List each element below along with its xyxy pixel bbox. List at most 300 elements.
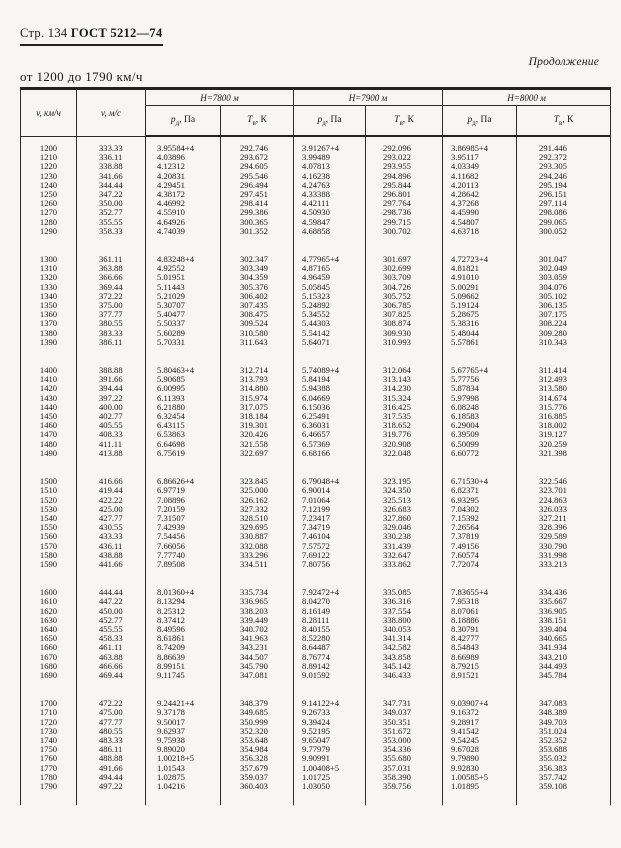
table-row	[21, 505, 611, 514]
cell-p-7800: 7.77740	[146, 551, 221, 560]
cell-p-7800: 4.03896	[146, 153, 221, 162]
cell-p-7800: 9.89020	[146, 745, 221, 754]
cell-p-8000: 5.00291	[443, 283, 517, 292]
spacer-cell	[443, 569, 517, 588]
table-row	[21, 560, 611, 569]
cell-t-8000: 355.032	[517, 754, 611, 763]
cell-v-ms: 358.33	[77, 227, 146, 236]
cell-t-8000: 295.194	[517, 181, 611, 190]
cell-t-7900: 359.756	[366, 782, 443, 791]
cell-v-kmh: 1610	[21, 597, 77, 606]
cell-v-kmh: 1660	[21, 643, 77, 652]
cell-v-kmh: 1490	[21, 449, 77, 458]
cell-p-7900: 8.64487	[294, 643, 366, 652]
cell-p-7900: 4.42111	[294, 199, 366, 208]
cell-p-8000: 4.03349	[443, 162, 517, 171]
cell-t-7900: 304.726	[366, 283, 443, 292]
cell-p-7800: 5.50337	[146, 319, 221, 328]
cell-p-7900: 9.39424	[294, 718, 366, 727]
table-row	[21, 310, 611, 319]
cell-p-7900: 9.26733	[294, 708, 366, 717]
cell-t-7800: 338.203	[221, 607, 294, 616]
cell-t-7900: 336.316	[366, 597, 443, 606]
col-header-t-8000: $T_в$, К	[517, 106, 611, 137]
cell-p-7900: 8.04270	[294, 597, 366, 606]
cell-t-8000: 357.742	[517, 773, 611, 782]
cell-v-ms: 333.33	[77, 144, 146, 153]
table-row	[21, 153, 611, 162]
cell-v-ms: 386.11	[77, 338, 146, 347]
cell-v-ms: 363.88	[77, 264, 146, 273]
cell-p-8000: 9.16372	[443, 708, 517, 717]
speed-range-label: от 1200 до 1790 км/ч	[20, 69, 143, 84]
cell-v-ms: 483.33	[77, 736, 146, 745]
cell-p-7800: 8.99151	[146, 662, 221, 671]
cell-p-7900: 7.57572	[294, 542, 366, 551]
cell-t-7900: 329.046	[366, 523, 443, 532]
cell-t-7800: 336.965	[221, 597, 294, 606]
cell-p-7900: 7.46104	[294, 532, 366, 541]
cell-p-7800: 8.13294	[146, 597, 221, 606]
cell-t-7800: 325.000	[221, 486, 294, 495]
cell-t-7900: 296.801	[366, 190, 443, 199]
cell-p-8000: 4.20113	[443, 181, 517, 190]
cell-t-7900: 330.238	[366, 532, 443, 541]
spacer-cell	[443, 458, 517, 477]
cell-t-7800: 347.081	[221, 671, 294, 680]
cell-p-8000: 6.60772	[443, 449, 517, 458]
cell-t-7900: 318.652	[366, 421, 443, 430]
spacer-row	[21, 458, 611, 477]
cell-t-7900: 298.736	[366, 208, 443, 217]
cell-v-kmh: 1680	[21, 662, 77, 671]
cell-t-7800: 311.643	[221, 338, 294, 347]
cell-p-8000: 7.26564	[443, 523, 517, 532]
cell-v-ms: 444.44	[77, 588, 146, 597]
cell-v-ms: 341.66	[77, 172, 146, 181]
cell-p-7900: 9.90991	[294, 754, 366, 763]
cell-p-7900: 6.25491	[294, 412, 366, 421]
spacer-cell	[221, 136, 294, 144]
cell-t-7800: 310.580	[221, 329, 294, 338]
cell-p-7800: 9.11745	[146, 671, 221, 680]
cell-p-7900: 5.84194	[294, 375, 366, 384]
cell-p-7900: 8.89142	[294, 662, 366, 671]
cell-v-ms: 425.00	[77, 505, 146, 514]
cell-t-8000: 339.404	[517, 625, 611, 634]
cell-t-7800: 354.984	[221, 745, 294, 754]
cell-v-ms: 480.55	[77, 727, 146, 736]
cell-t-8000: 348.389	[517, 708, 611, 717]
cell-v-kmh: 1380	[21, 329, 77, 338]
table-row	[21, 199, 611, 208]
cell-t-7900: 322.048	[366, 449, 443, 458]
table-row	[21, 477, 611, 486]
cell-p-7800: 1.02875	[146, 773, 221, 782]
spacer-cell	[294, 458, 366, 477]
cell-p-7900: 8.52280	[294, 634, 366, 643]
cell-t-7900: 353.000	[366, 736, 443, 745]
table-row	[21, 273, 611, 282]
table-row	[21, 718, 611, 727]
pressure-temperature-table	[20, 87, 611, 805]
group-header-h7800: H=7800 м	[146, 89, 294, 106]
cell-p-7900: 9.77979	[294, 745, 366, 754]
cell-p-7900: 3.99489	[294, 153, 366, 162]
cell-v-ms: 419.44	[77, 486, 146, 495]
cell-p-8000: 1.01895	[443, 782, 517, 791]
table-row	[21, 634, 611, 643]
spacer-cell	[77, 136, 146, 144]
cell-t-7800: 300.365	[221, 218, 294, 227]
cell-v-kmh: 1310	[21, 264, 77, 273]
cell-v-kmh: 1790	[21, 782, 77, 791]
cell-t-7800: 357.679	[221, 764, 294, 773]
cell-p-7900: 1.01725	[294, 773, 366, 782]
cell-v-kmh: 1780	[21, 773, 77, 782]
cell-t-7800: 314.880	[221, 384, 294, 393]
cell-t-7800: 339.449	[221, 616, 294, 625]
cell-t-7800: 303.349	[221, 264, 294, 273]
cell-t-7800: 349.685	[221, 708, 294, 717]
cell-p-7900: 6.15036	[294, 403, 366, 412]
cell-t-8000: 300.052	[517, 227, 611, 236]
cell-v-kmh: 1230	[21, 172, 77, 181]
table-row	[21, 773, 611, 782]
cell-p-8000: 6.82371	[443, 486, 517, 495]
cell-t-8000: 293.305	[517, 162, 611, 171]
table-row	[21, 430, 611, 439]
cell-t-7900: 306.785	[366, 301, 443, 310]
spacer-cell	[517, 569, 611, 588]
cell-p-8000: 6.08248	[443, 403, 517, 412]
cell-v-ms: 394.44	[77, 384, 146, 393]
cell-t-7900: 293.955	[366, 162, 443, 171]
cell-t-7900: 303.709	[366, 273, 443, 282]
spacer-row	[21, 136, 611, 144]
cell-p-7800: 8.01360+4	[146, 588, 221, 597]
cell-p-7800: 9.75938	[146, 736, 221, 745]
cell-t-8000: 349.703	[517, 718, 611, 727]
spacer-cell	[77, 569, 146, 588]
cell-v-kmh: 1350	[21, 301, 77, 310]
cell-p-7900: 7.80756	[294, 560, 366, 569]
cell-t-7900: 320.908	[366, 440, 443, 449]
cell-p-7800: 7.20159	[146, 505, 221, 514]
cell-t-7800: 343.231	[221, 643, 294, 652]
cell-t-8000: 319.127	[517, 430, 611, 439]
cell-t-7900: 301.697	[366, 255, 443, 264]
spacer-cell	[146, 569, 221, 588]
cell-t-8000: 347.083	[517, 699, 611, 708]
cell-p-7800: 8.74209	[146, 643, 221, 652]
cell-t-7800: 353.648	[221, 736, 294, 745]
cell-p-7900: 5.94388	[294, 384, 366, 393]
cell-p-8000: 7.60574	[443, 551, 517, 560]
cell-v-ms: 458.33	[77, 634, 146, 643]
table-row	[21, 671, 611, 680]
cell-t-8000: 353.688	[517, 745, 611, 754]
cell-p-7800: 9.37178	[146, 708, 221, 717]
cell-t-7800: 359.037	[221, 773, 294, 782]
cell-v-ms: 427.77	[77, 514, 146, 523]
table-row	[21, 329, 611, 338]
cell-p-7800: 6.97719	[146, 486, 221, 495]
table-row	[21, 699, 611, 708]
cell-v-kmh: 1580	[21, 551, 77, 560]
cell-p-7800: 4.83248+4	[146, 255, 221, 264]
cell-p-8000: 7.49156	[443, 542, 517, 551]
cell-p-7800: 5.30707	[146, 301, 221, 310]
cell-t-7800: 299.386	[221, 208, 294, 217]
cell-p-8000: 8.79215	[443, 662, 517, 671]
cell-p-8000: 8.91521	[443, 671, 517, 680]
cell-v-kmh: 1700	[21, 699, 77, 708]
cell-t-7900: 316.425	[366, 403, 443, 412]
cell-t-7800: 295.546	[221, 172, 294, 181]
cell-p-7900: 5.24892	[294, 301, 366, 310]
cell-p-7900: 4.68858	[294, 227, 366, 236]
spacer-cell	[77, 791, 146, 805]
col-header-p-7800: $p_д$, Па	[146, 106, 221, 137]
cell-v-ms: 413.88	[77, 449, 146, 458]
cell-p-7900: 6.46657	[294, 430, 366, 439]
cell-v-kmh: 1270	[21, 208, 77, 217]
spacer-row	[21, 680, 611, 699]
table-row	[21, 255, 611, 264]
cell-t-7800: 340.702	[221, 625, 294, 634]
cell-v-ms: 380.55	[77, 319, 146, 328]
table-row	[21, 486, 611, 495]
cell-p-8000: 7.72074	[443, 560, 517, 569]
cell-t-8000: 314.674	[517, 394, 611, 403]
cell-p-7900: 9.01592	[294, 671, 366, 680]
cell-v-ms: 344.44	[77, 181, 146, 190]
spacer-cell	[221, 791, 294, 805]
cell-t-7900: 357.031	[366, 764, 443, 773]
cell-t-8000: 292.372	[517, 153, 611, 162]
cell-p-7800: 5.70331	[146, 338, 221, 347]
cell-t-8000: 323.701	[517, 486, 611, 495]
cell-t-7800: 350.999	[221, 718, 294, 727]
cell-v-ms: 350.00	[77, 199, 146, 208]
cell-v-kmh: 1530	[21, 505, 77, 514]
cell-t-8000: 311.414	[517, 366, 611, 375]
cell-t-7900: 354.336	[366, 745, 443, 754]
cell-v-kmh: 1420	[21, 384, 77, 393]
cell-t-7800: 322.697	[221, 449, 294, 458]
cell-v-ms: 369.44	[77, 283, 146, 292]
cell-p-7900: 7.34719	[294, 523, 366, 532]
cell-p-8000: 4.28642	[443, 190, 517, 199]
spacer-cell	[366, 347, 443, 366]
table-row	[21, 643, 611, 652]
cell-p-7800: 5.80463+4	[146, 366, 221, 375]
cell-t-7800: 309.524	[221, 319, 294, 328]
spacer-cell	[517, 236, 611, 255]
cell-t-7900: 323.195	[366, 477, 443, 486]
cell-t-8000: 312.493	[517, 375, 611, 384]
cell-v-kmh: 1740	[21, 736, 77, 745]
cell-p-7900: 7.92472+4	[294, 588, 366, 597]
cell-p-7800: 6.75619	[146, 449, 221, 458]
cell-p-7900: 5.05845	[294, 283, 366, 292]
cell-p-7900: 9.52195	[294, 727, 366, 736]
cell-p-8000: 5.19124	[443, 301, 517, 310]
cell-p-7900: 7.69122	[294, 551, 366, 560]
cell-p-7900: 9.65047	[294, 736, 366, 745]
cell-p-8000: 8.18886	[443, 616, 517, 625]
table-row	[21, 588, 611, 597]
cell-p-7800: 9.24421+4	[146, 699, 221, 708]
cell-t-7900: 338.800	[366, 616, 443, 625]
cell-t-8000: 335.667	[517, 597, 611, 606]
table-row	[21, 301, 611, 310]
cell-v-ms: 494.44	[77, 773, 146, 782]
cell-t-7800: 308.475	[221, 310, 294, 319]
cell-v-ms: 452.77	[77, 616, 146, 625]
cell-p-8000: 7.37819	[443, 532, 517, 541]
cell-t-8000: 352.352	[517, 736, 611, 745]
cell-p-8000: 7.83655+4	[443, 588, 517, 597]
cell-p-8000: 6.39509	[443, 430, 517, 439]
cell-p-7800: 4.92552	[146, 264, 221, 273]
table-head	[21, 89, 611, 137]
cell-p-7900: 4.33388	[294, 190, 366, 199]
cell-t-7800: 304.359	[221, 273, 294, 282]
cell-p-7900: 8.16149	[294, 607, 366, 616]
spacer-row	[21, 569, 611, 588]
cell-v-kmh: 1390	[21, 338, 77, 347]
cell-t-7800: 330.887	[221, 532, 294, 541]
cell-t-7900: 350.351	[366, 718, 443, 727]
spacer-cell	[77, 347, 146, 366]
table-row	[21, 403, 611, 412]
cell-p-7800: 4.12312	[146, 162, 221, 171]
spacer-cell	[517, 347, 611, 366]
cell-t-7900: 308.874	[366, 319, 443, 328]
cell-p-7800: 5.90685	[146, 375, 221, 384]
cell-v-ms: 463.88	[77, 653, 146, 662]
cell-v-ms: 430.55	[77, 523, 146, 532]
cell-t-7800: 333.296	[221, 551, 294, 560]
spacer-cell	[221, 236, 294, 255]
cell-p-7800: 6.32454	[146, 412, 221, 421]
cell-t-8000: 322.546	[517, 477, 611, 486]
cell-v-ms: 361.11	[77, 255, 146, 264]
table-row	[21, 190, 611, 199]
spacer-cell	[443, 791, 517, 805]
cell-p-7900: 4.96459	[294, 273, 366, 282]
cell-t-8000: 306.135	[517, 301, 611, 310]
cell-p-7900: 8.40155	[294, 625, 366, 634]
cell-p-7800: 1.01543	[146, 764, 221, 773]
cell-t-7800: 320.426	[221, 430, 294, 439]
cell-p-8000: 9.79890	[443, 754, 517, 763]
cell-v-ms: 438.88	[77, 551, 146, 560]
cell-v-ms: 402.77	[77, 412, 146, 421]
cell-p-8000: 3.95117	[443, 153, 517, 162]
cell-v-kmh: 1590	[21, 560, 77, 569]
cell-t-8000: 329.589	[517, 532, 611, 541]
cell-v-kmh: 1720	[21, 718, 77, 727]
cell-v-ms: 405.55	[77, 421, 146, 430]
spacer-cell	[366, 458, 443, 477]
cell-p-8000: 5.38316	[443, 319, 517, 328]
cell-v-ms: 497.22	[77, 782, 146, 791]
cell-t-7800: 318.184	[221, 412, 294, 421]
table-row	[21, 727, 611, 736]
col-header-t-7800: $T_в$, К	[221, 106, 294, 137]
cell-v-ms: 455.55	[77, 625, 146, 634]
cell-p-7900: 5.64071	[294, 338, 366, 347]
cell-t-7800: 360.403	[221, 782, 294, 791]
cell-p-8000: 9.28917	[443, 718, 517, 727]
cell-v-ms: 486.11	[77, 745, 146, 754]
cell-v-kmh: 1200	[21, 144, 77, 153]
cell-t-7800: 302.347	[221, 255, 294, 264]
spacer-cell	[443, 136, 517, 144]
cell-v-ms: 472.22	[77, 699, 146, 708]
cell-v-kmh: 1520	[21, 496, 77, 505]
cell-p-8000: 8.07061	[443, 607, 517, 616]
cell-p-7800: 6.86626+4	[146, 477, 221, 486]
cell-p-7900: 4.50930	[294, 208, 366, 217]
cell-v-kmh: 1690	[21, 671, 77, 680]
cell-p-7800: 5.40477	[146, 310, 221, 319]
cell-v-ms: 477.77	[77, 718, 146, 727]
cell-p-7800: 4.20831	[146, 172, 221, 181]
cell-p-7800: 4.74039	[146, 227, 221, 236]
cell-t-7900: 315.324	[366, 394, 443, 403]
spacer-cell	[366, 569, 443, 588]
cell-t-7800: 307.435	[221, 301, 294, 310]
cell-p-8000: 5.28675	[443, 310, 517, 319]
cell-p-7800: 7.89508	[146, 560, 221, 569]
cell-v-ms: 355.55	[77, 218, 146, 227]
cell-t-7900: 313.143	[366, 375, 443, 384]
cell-p-7800: 6.53863	[146, 430, 221, 439]
cell-p-7900: 7.01064	[294, 496, 366, 505]
cell-p-8000: 6.50099	[443, 440, 517, 449]
table-row	[21, 496, 611, 505]
cell-v-ms: 466.66	[77, 662, 146, 671]
cell-p-8000: 8.66989	[443, 653, 517, 662]
cell-v-kmh: 1250	[21, 190, 77, 199]
spacer-cell	[294, 791, 366, 805]
cell-v-ms: 375.00	[77, 301, 146, 310]
cell-p-7800: 4.38172	[146, 190, 221, 199]
cell-t-8000: 294.246	[517, 172, 611, 181]
cell-t-7900: 340.053	[366, 625, 443, 634]
cell-p-7900: 6.79048+4	[294, 477, 366, 486]
cell-p-7800: 8.25312	[146, 607, 221, 616]
cell-v-kmh: 1330	[21, 283, 77, 292]
cell-p-7800: 6.43115	[146, 421, 221, 430]
spacer-cell	[77, 680, 146, 699]
cell-t-7800: 326.162	[221, 496, 294, 505]
cell-t-8000: 320.259	[517, 440, 611, 449]
cell-t-7800: 313.793	[221, 375, 294, 384]
table-row	[21, 319, 611, 328]
cell-p-7800: 9.62937	[146, 727, 221, 736]
cell-t-7800: 312.714	[221, 366, 294, 375]
table-row	[21, 607, 611, 616]
cell-t-8000: 359.108	[517, 782, 611, 791]
cell-p-7900: 5.15323	[294, 292, 366, 301]
cell-t-7800: 296.494	[221, 181, 294, 190]
table-row	[21, 764, 611, 773]
